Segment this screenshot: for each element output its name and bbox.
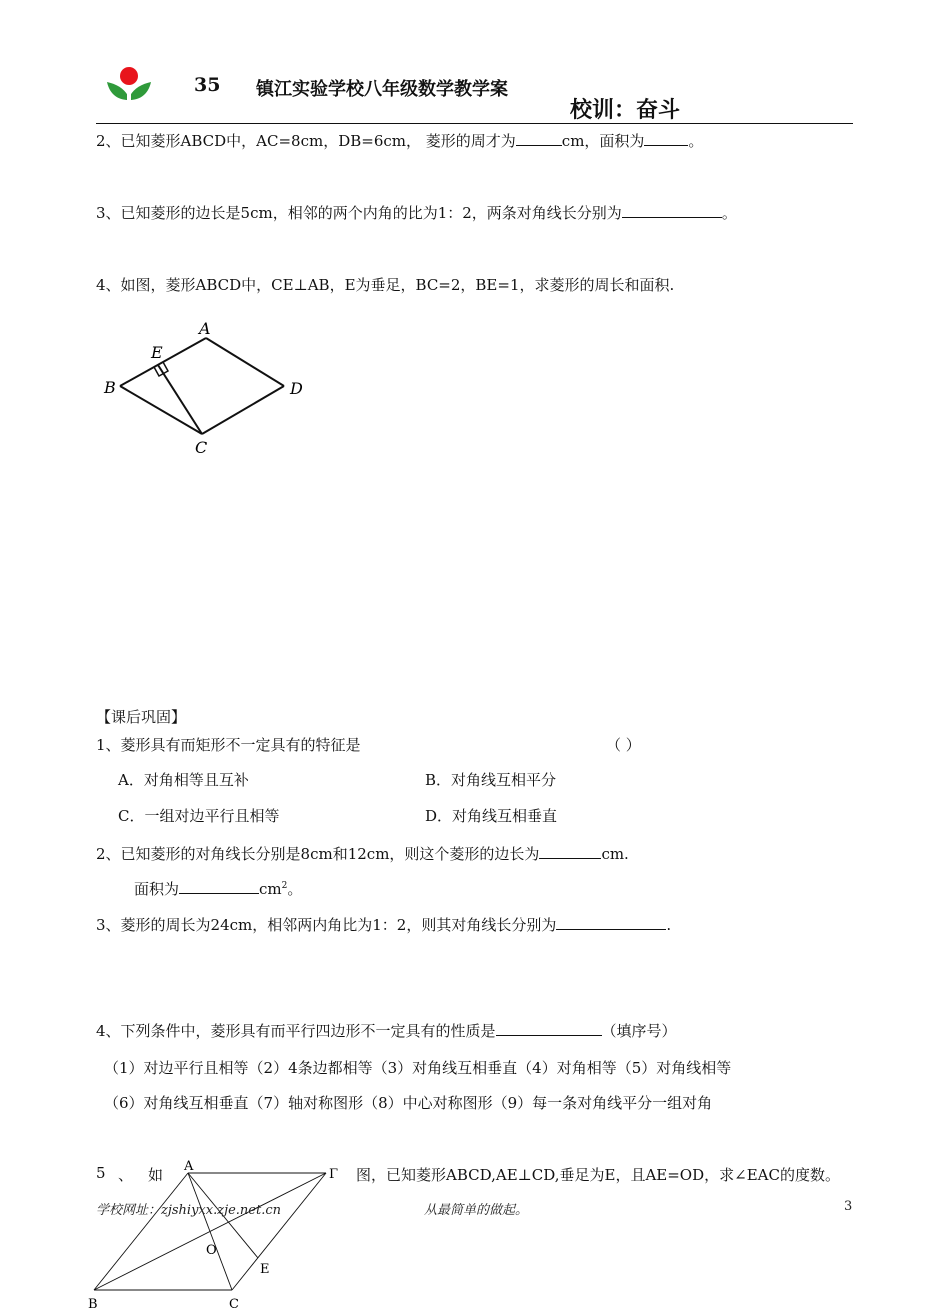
homework-q2-unit: cm. <box>601 845 629 863</box>
homework-q2-area <box>134 878 302 899</box>
segment-ce <box>158 365 202 434</box>
practice-q2-mid: cm，面积为 <box>561 132 645 150</box>
homework-q1-option-d: D．对角线互相垂直 <box>425 807 558 825</box>
practice-q2-end: 。 <box>688 132 704 150</box>
homework-q2-area-end: 。 <box>287 880 303 898</box>
label-d: D <box>290 379 303 398</box>
practice-q2-text: 2、已知菱形ABCD中，AC=8cm，DB=6cm， 菱形的周才为 <box>96 132 516 150</box>
homework-q4-blank <box>496 1021 602 1036</box>
homework-q2-blank-side <box>539 844 601 859</box>
practice-q3-end: 。 <box>721 204 737 222</box>
homework-q3 <box>96 914 671 935</box>
figure-rhombus-2 <box>86 1158 356 1316</box>
homework-q2-text: 2、已知菱形的对角线长分别是8cm和12cm，则这个菱形的边长为 <box>96 845 540 863</box>
homework-q3-end: . <box>666 916 672 934</box>
practice-q2-blank-perimeter <box>516 131 562 146</box>
side-ad <box>206 338 284 386</box>
homework-heading: 【课后巩固】 <box>96 708 187 726</box>
header-page-number: 35 <box>194 74 221 96</box>
homework-q2-area-label: 面积为 <box>134 880 180 898</box>
header-rule <box>96 123 853 124</box>
homework-q1-option-b: B．对角线互相平分 <box>425 771 557 789</box>
fig2-label-b: B <box>88 1297 98 1312</box>
practice-q3-text: 3、已知菱形的边长是5cm，相邻的两个内角的比为1：2，两条对角线长分别为 <box>96 204 622 222</box>
fig2-label-o: O <box>206 1243 217 1258</box>
homework-q2-area-unit: cm <box>259 880 282 898</box>
homework-q3-blank <box>556 915 666 930</box>
homework-q2-area-sup: 2 <box>281 881 288 891</box>
side-ab <box>94 1173 188 1290</box>
practice-q2 <box>96 130 703 151</box>
homework-q4-options-line2: （6）对角线互相垂直（7）轴对称图形（8）中心对称图形（9）每一条对角线平分一组对角 <box>104 1094 713 1112</box>
side-dc <box>202 386 284 434</box>
homework-q1-paren: （ ） <box>606 736 641 754</box>
footer-slogan: 从最简单的做起。 <box>424 1203 529 1218</box>
label-a: A <box>199 319 211 338</box>
homework-q5-text: 图，已知菱形ABCD,AE⊥CD,垂足为E，且AE=OD，求∠EAC的度数。 <box>356 1166 840 1184</box>
fig2-label-c: C <box>229 1297 239 1312</box>
side-bc <box>120 386 202 434</box>
figure-rhombus-1 <box>96 318 316 458</box>
homework-q4 <box>96 1020 677 1041</box>
label-c: C <box>195 438 208 457</box>
homework-q4-options-line1: （1）对边平行且相等（2）4条边都相等（3）对角线互相垂直（4）对角相等（5）对角线相等 <box>104 1059 732 1077</box>
side-cd <box>232 1173 326 1290</box>
practice-q3 <box>96 202 737 223</box>
homework-q1-option-a: A．对角相等且互补 <box>118 771 249 789</box>
homework-q3-text: 3、菱形的周长为24cm，相邻两内角比为1：2，则其对角线长分别为 <box>96 916 557 934</box>
homework-q1-option-c: C．一组对边平行且相等 <box>118 807 280 825</box>
homework-q4-text: 4、下列条件中，菱形具有而平行四边形不一定具有的性质是 <box>96 1022 496 1040</box>
diagonal-bd <box>94 1173 326 1290</box>
homework-q5-sep: 、 <box>118 1166 134 1184</box>
homework-q4-hint: （填序号） <box>601 1022 677 1040</box>
homework-q5-num: 5 <box>96 1164 106 1182</box>
homework-q5-ru: 如 <box>148 1166 164 1184</box>
homework-q2-blank-area <box>179 879 259 894</box>
homework-q2 <box>96 843 629 864</box>
practice-q2-blank-area <box>644 131 688 146</box>
footer-page-number: 3 <box>844 1199 853 1214</box>
school-logo <box>104 66 154 114</box>
header-motto: 校训：奋斗 <box>570 97 681 123</box>
label-e: E <box>151 343 163 362</box>
fig2-label-a: A <box>184 1159 194 1174</box>
header-title: 镇江实验学校八年级数学教学案 <box>256 79 508 100</box>
label-b: B <box>104 378 116 397</box>
footer-website: 学校网址：zjshiyxx.zje.net.cn <box>96 1203 282 1218</box>
practice-q3-blank <box>622 203 722 218</box>
homework-q1-text: 1、菱形具有而矩形不一定具有的特征是 <box>96 736 361 754</box>
practice-q4: 4、如图，菱形ABCD中，CE⊥AB，E为垂足，BC=2，BE=1，求菱形的周长和面积. <box>96 276 675 294</box>
fig2-label-e: E <box>260 1262 270 1277</box>
fig2-label-d: Γ <box>329 1167 339 1182</box>
